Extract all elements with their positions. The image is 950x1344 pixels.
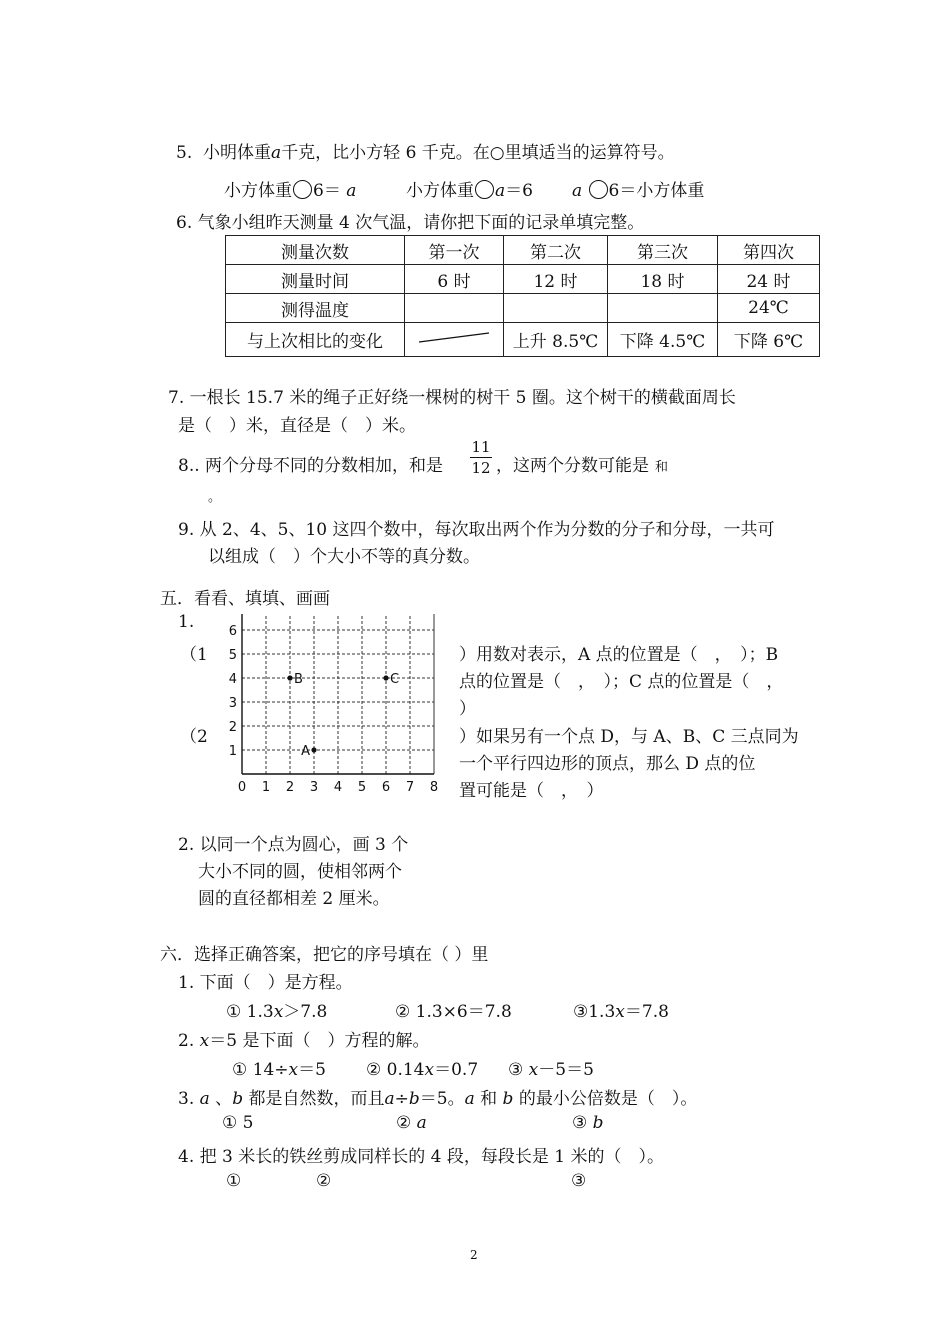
s6-q1-option-3[interactable]: ③1.3x＝7.8 bbox=[573, 1002, 669, 1022]
point-b bbox=[287, 675, 292, 680]
s6-q3-text: 3. a 、b 都是自然数，而且a÷b＝5。a 和 b 的最小公倍数是（ ）。 bbox=[178, 1089, 698, 1109]
q8-text-a: 8.. 两个分母不同的分数相加，和是 bbox=[178, 456, 444, 476]
table-cell: 下降 6℃ bbox=[718, 323, 820, 357]
x-tick-label: 0 bbox=[237, 780, 247, 795]
x-tick-label: 4 bbox=[333, 780, 343, 795]
q5-expr-2: 小方体重 a＝6 bbox=[406, 181, 533, 201]
point-label-c: C bbox=[390, 672, 400, 687]
page-number: 2 bbox=[470, 1248, 478, 1262]
s6-q2-option-1[interactable]: ① 14÷x＝5 bbox=[232, 1060, 326, 1080]
section-6-title: 六．选择正确答案，把它的序号填在（ ）里 bbox=[160, 945, 489, 965]
q9-line-2: 以组成（ ）个大小不等的真分数。 bbox=[208, 547, 480, 567]
table-row bbox=[226, 265, 820, 294]
x-tick-label: 1 bbox=[261, 780, 271, 795]
header-cell: 第三次 bbox=[608, 236, 718, 265]
s5-part2-label: （2 bbox=[180, 727, 208, 747]
header-cell: 测量次数 bbox=[226, 236, 405, 265]
s6-q2-option-3[interactable]: ③ x－5＝5 bbox=[508, 1060, 594, 1080]
s6-q2-text: 2. x＝5 是下面（ ）方程的解。 bbox=[178, 1031, 430, 1051]
s6-q3-option-3[interactable]: ③ b bbox=[572, 1113, 604, 1133]
s5-item2-line-2: 大小不同的圆，使相邻两个 bbox=[198, 862, 402, 882]
header-cell: 第二次 bbox=[504, 236, 608, 265]
table-cell: 24℃ bbox=[718, 294, 820, 323]
s6-q4-option-1[interactable]: ① bbox=[226, 1171, 242, 1191]
q8-tail: 。 bbox=[208, 490, 222, 505]
slash-cell bbox=[405, 323, 504, 357]
section-5-title: 五．看看、填填、画画 bbox=[160, 589, 330, 609]
y-tick-label: 4 bbox=[228, 672, 237, 687]
x-tick-label: 8 bbox=[429, 780, 438, 795]
y-tick-label: 3 bbox=[228, 696, 237, 711]
x-tick-label: 5 bbox=[357, 780, 367, 795]
x-tick-label: 7 bbox=[405, 780, 415, 795]
q5-line: 5. 小明体重a千克，比小方轻 6 千克。在○里填适当的运算符号。 bbox=[176, 143, 675, 163]
header-cell: 第一次 bbox=[405, 236, 504, 265]
q9-line-1: 9. 从 2、4、5、10 这四个数中，每次取出两个作为分数的分子和分母，一共可 bbox=[178, 520, 775, 540]
s5-p1-line-1: ）用数对表示，A 点的位置是（ ， ）；B bbox=[459, 645, 779, 665]
s5-part1-label: （1 bbox=[180, 645, 208, 665]
table-cell: 18 时 bbox=[608, 265, 718, 294]
y-tick-label: 5 bbox=[228, 648, 237, 663]
header-cell: 第四次 bbox=[718, 236, 820, 265]
s5-p2-line-1: ）如果另有一个点 D，与 A、B、C 三点同为 bbox=[459, 727, 799, 747]
q7-line-2: 是（ ）米，直径是（ ）米。 bbox=[178, 416, 416, 436]
q6-text: 6. 气象小组昨天测量 4 次气温，请你把下面的记录单填完整。 bbox=[176, 213, 645, 233]
record-table bbox=[225, 235, 820, 357]
x-tick-label: 2 bbox=[285, 780, 295, 795]
s6-q4-option-3[interactable]: ③ bbox=[571, 1171, 587, 1191]
row-label: 测量时间 bbox=[226, 265, 405, 294]
s5-item1-num: 1. bbox=[178, 612, 195, 632]
s5-item2-line-1: 2. 以同一个点为圆心，画 3 个 bbox=[178, 835, 409, 855]
row-label: 与上次相比的变化 bbox=[226, 323, 405, 357]
s5-p2-line-3: 置可能是（ ， ） bbox=[459, 781, 604, 801]
blank-circle-1[interactable] bbox=[293, 180, 312, 199]
table-row bbox=[226, 294, 820, 323]
s6-q1-option-2[interactable]: ② 1.3×6＝7.8 bbox=[395, 1002, 512, 1022]
row-label: 测得温度 bbox=[226, 294, 405, 323]
blank-cell[interactable] bbox=[504, 294, 608, 323]
s6-q1-text: 1. 下面（ ）是方程。 bbox=[178, 973, 353, 993]
point-label-a: A bbox=[301, 744, 310, 759]
x-tick-label: 3 bbox=[309, 780, 319, 795]
y-tick-label: 1 bbox=[228, 744, 237, 759]
table-cell: 12 时 bbox=[504, 265, 608, 294]
point-c bbox=[383, 675, 388, 680]
table-header-row bbox=[226, 236, 820, 265]
y-tick-label: 2 bbox=[228, 720, 237, 735]
s6-q3-option-2[interactable]: ② a bbox=[396, 1113, 427, 1133]
s6-q2-option-2[interactable]: ② 0.14x＝0.7 bbox=[366, 1060, 479, 1080]
x-tick-label: 6 bbox=[381, 780, 391, 795]
fraction-eleven-twelfths: 11 12 bbox=[471, 438, 491, 477]
table-cell: 上升 8.5℃ bbox=[504, 323, 608, 357]
s6-q4-option-2[interactable]: ② bbox=[316, 1171, 332, 1191]
table-row bbox=[226, 323, 820, 357]
y-tick-label: 6 bbox=[228, 624, 237, 639]
s5-p1-line-2: 点的位置是（ ， ）；C 点的位置是（ ， bbox=[459, 672, 784, 692]
blank-circle-3[interactable] bbox=[589, 180, 608, 199]
blank-cell[interactable] bbox=[608, 294, 718, 323]
s6-q1-option-1[interactable]: ① 1.3x＞7.8 bbox=[226, 1002, 328, 1022]
table-cell: 24 时 bbox=[718, 265, 820, 294]
coordinate-grid bbox=[218, 614, 438, 814]
s6-q3-option-1[interactable]: ① 5 bbox=[222, 1113, 254, 1133]
table-cell: 6 时 bbox=[405, 265, 504, 294]
q7-line-1: 7. 一根长 15.7 米的绳子正好绕一棵树的树干 5 圈。这个树干的横截面周长 bbox=[168, 388, 736, 408]
q8-text-b: ，这两个分数可能是 和 bbox=[496, 456, 669, 476]
q5-expr-1: 小方体重 6＝ a bbox=[224, 181, 357, 201]
y-tick-label bbox=[229, 614, 237, 615]
diagonal-slash bbox=[405, 323, 503, 351]
point-a bbox=[311, 747, 316, 752]
s5-p1-line-3: ） bbox=[459, 699, 476, 719]
s6-q4-text: 4. 把 3 米长的铁丝剪成同样长的 4 段，每段长是 1 米的（ ）。 bbox=[178, 1147, 664, 1167]
table-cell: 下降 4.5℃ bbox=[608, 323, 718, 357]
s5-p2-line-2: 一个平行四边形的顶点，那么 D 点的位 bbox=[459, 754, 756, 774]
q5-expr-3: a 6＝小方体重 bbox=[572, 181, 705, 201]
blank-cell[interactable] bbox=[405, 294, 504, 323]
s5-item2-line-3: 圆的直径都相差 2 厘米。 bbox=[198, 889, 390, 909]
point-label-b: B bbox=[294, 672, 303, 687]
blank-circle-2[interactable] bbox=[475, 180, 494, 199]
